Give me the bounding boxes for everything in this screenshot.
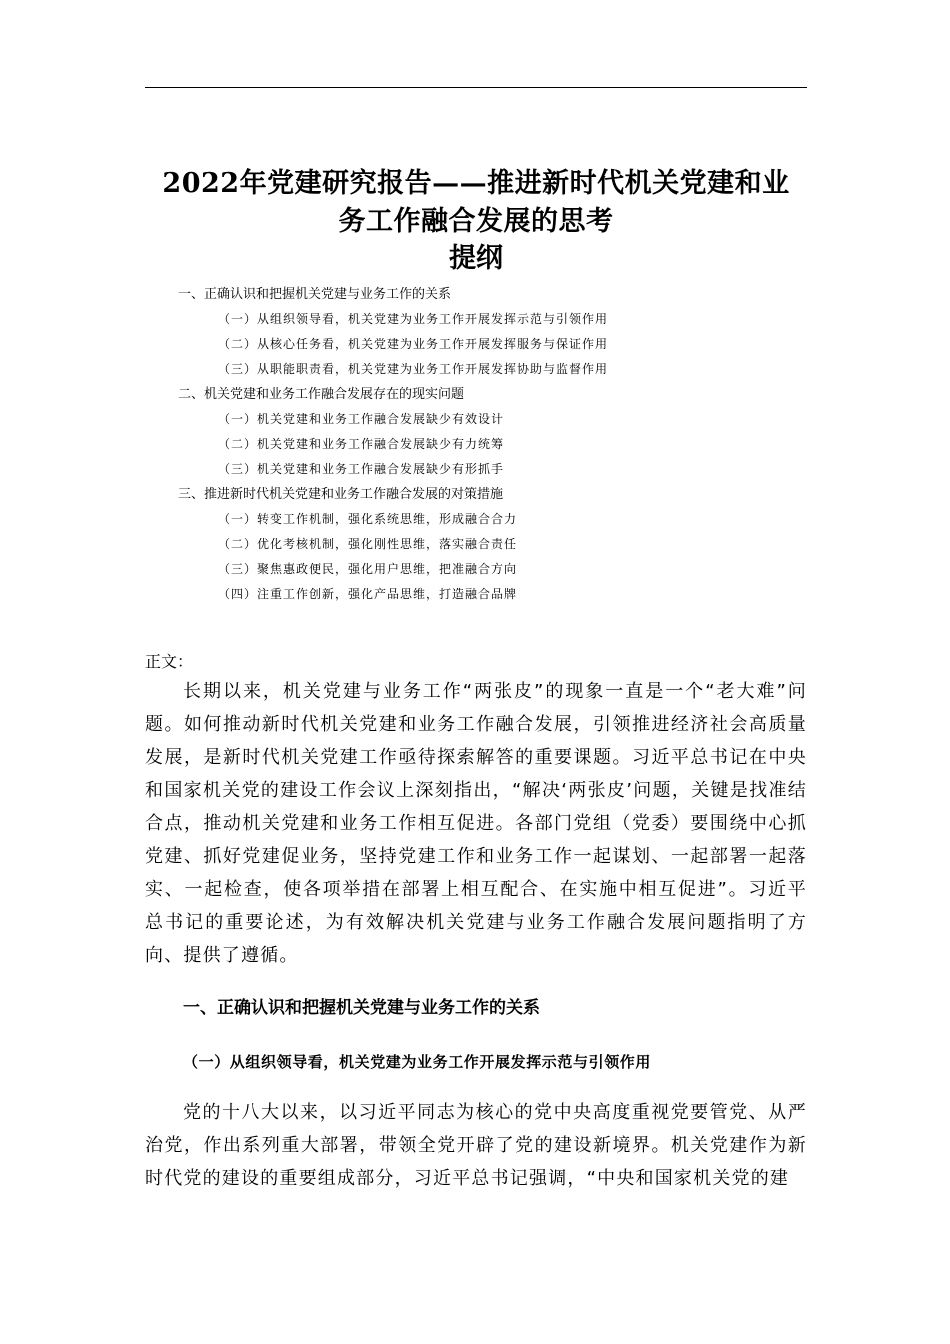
body-paragraph: 党的十八大以来，以习近平同志为核心的党中央高度重视党要管党、从严治党，作出系列重大部署，带领全党开辟了党的建设新境界。机关党建作为新时代党的建设的重要组成部分，习近平总书记强调，“中央和国家机关党的建 — [145, 1102, 807, 1189]
outline-section-3: 三、推进新时代机关党建和业务工作融合发展的对策措施 — [178, 487, 504, 502]
header-rule — [145, 87, 807, 88]
outline-item: （三）从职能职责看，机关党建为业务工作开展发挥协助与监督作用 — [218, 362, 609, 376]
outline-section-1: 一、正确认识和把握机关党建与业务工作的关系 — [178, 287, 452, 302]
outline-item: （二）从核心任务看，机关党建为业务工作开展发挥服务与保证作用 — [218, 337, 609, 351]
outline-heading: 提纲 — [449, 243, 503, 274]
outline-item: （一）机关党建和业务工作融合发展缺少有效设计 — [218, 412, 505, 426]
outline-item: （二）机关党建和业务工作融合发展缺少有力统筹 — [218, 437, 505, 451]
outline-item: （一）从组织领导看，机关党建为业务工作开展发挥示范与引领作用 — [218, 312, 609, 326]
section-heading: 一、正确认识和把握机关党建与业务工作的关系 — [183, 998, 540, 1018]
outline-item: （二）优化考核机制，强化刚性思维，落实融合责任 — [218, 537, 518, 551]
outline-section-2: 二、机关党建和业务工作融合发展存在的现实问题 — [178, 387, 465, 402]
outline-item: （三）聚焦惠政便民，强化用户思维，把准融合方向 — [218, 562, 518, 576]
body-label: 正文： — [145, 652, 194, 671]
subsection-heading: （一）从组织领导看，机关党建为业务工作开展发挥示范与引领作用 — [183, 1053, 652, 1071]
outline-item: （三）机关党建和业务工作融合发展缺少有形抓手 — [218, 462, 505, 476]
outline-item: （一）转变工作机制，强化系统思维，形成融合合力 — [218, 512, 518, 526]
document-title-line-2: 务工作融合发展的思考 — [338, 206, 614, 237]
outline — [0, 282, 950, 607]
document-title-line-1: 2022年党建研究报告——推进新时代机关党建和业 — [162, 168, 790, 199]
intro-paragraph: 长期以来，机关党建与业务工作“两张皮”的现象一直是一个“老大难”问题。如何推动新时代机关党建和业务工作融合发展，引领推进经济社会高质量发展，是新时代机关党建工作亟待探索解答的重要课题。习近平总书记在中央和国家机关党的建设工作会议上深刻指出，“解决‘两张皮’问题，关键是找准结合点，推动机关党建和业务工作相互促进。各部门党组（党委）要围绕中心抓党建、抓好党建促业务，坚持党建工作和业务工作一起谋划、一起部署一起落实、一起检查，使各项举措在部署上相互配合、在实施中相互促进”。习近平总书记的重要论述，为有效解决机关党建与业务工作融合发展问题指明了方向、提供了遵循。 — [145, 681, 807, 966]
outline-item: （四）注重工作创新，强化产品思维，打造融合品牌 — [218, 587, 518, 601]
